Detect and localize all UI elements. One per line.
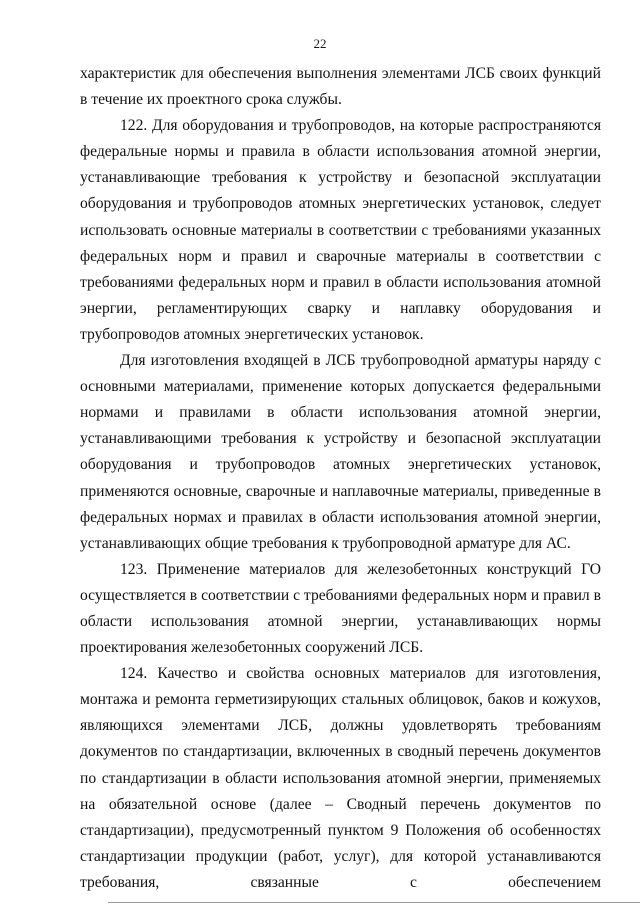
document-body (80, 61, 601, 896)
paragraph-valves: Для изготовления входящей в ЛСБ трубопроводной арматуры наряду с основными материалами, применение которых допускается федеральными нормами и правилами в области использования атомной энергии, устанавливающими требования к устройству и безопасной эксплуатации оборудования и трубопроводов атомных энергетических установок, применяются основные, сварочные и наплавочные материалы, приведенные в федеральных нормах и правилах в области использования атомной энергии, устанавливающих общие требования к трубопроводной арматуре для АС. (80, 352, 601, 552)
paragraph-123: 123. Применение материалов для железобетонных конструкций ГО осуществляется в соответствии с требованиями федеральных норм и правил в области использования атомной энергии, устанавливающих нормы проектирования железобетонных сооружений ЛСБ. (80, 560, 601, 657)
paragraph-122: 122. Для оборудования и трубопроводов, на которые распространяются федеральные нормы и правила в области использования атомной энергии, устанавливающие требования к устройству и безопасной эксплуатации оборудования и трубопроводов атомных энергетических установок, следует использовать основные материалы в соответствии с требованиями указанных федеральных норм и правил и сварочные материалы в соответствии с требованиями федеральных норм и правил в области использования атомной энергии, регламентирующих сварку и наплавку оборудования и трубопроводов атомных энергетических установок. (80, 117, 601, 343)
paragraph-124: 124. Качество и свойства основных материалов для изготовления, монтажа и ремонта герметизирующих стальных облицовок, баков и кожухов, являющихся элементами ЛСБ, должны удовлетворять требованиям документов по стандартизации, включенных в сводный перечень документов по стандартизации в области использования атомной энергии, применяемых на обязательной основе (далее – Сводный перечень документов по стандартизации), предусмотренный пунктом 9 Положения об особенностях стандартизации продукции (работ, услуг), для которой устанавливаются требования, связанные с обеспечением (80, 665, 601, 891)
paragraph-continuation: характеристик для обеспечения выполнения элементами ЛСБ своих функций в течение их проектного срока службы. (80, 65, 601, 109)
page-number: 22 (313, 36, 327, 51)
scan-edge-line (108, 902, 640, 903)
